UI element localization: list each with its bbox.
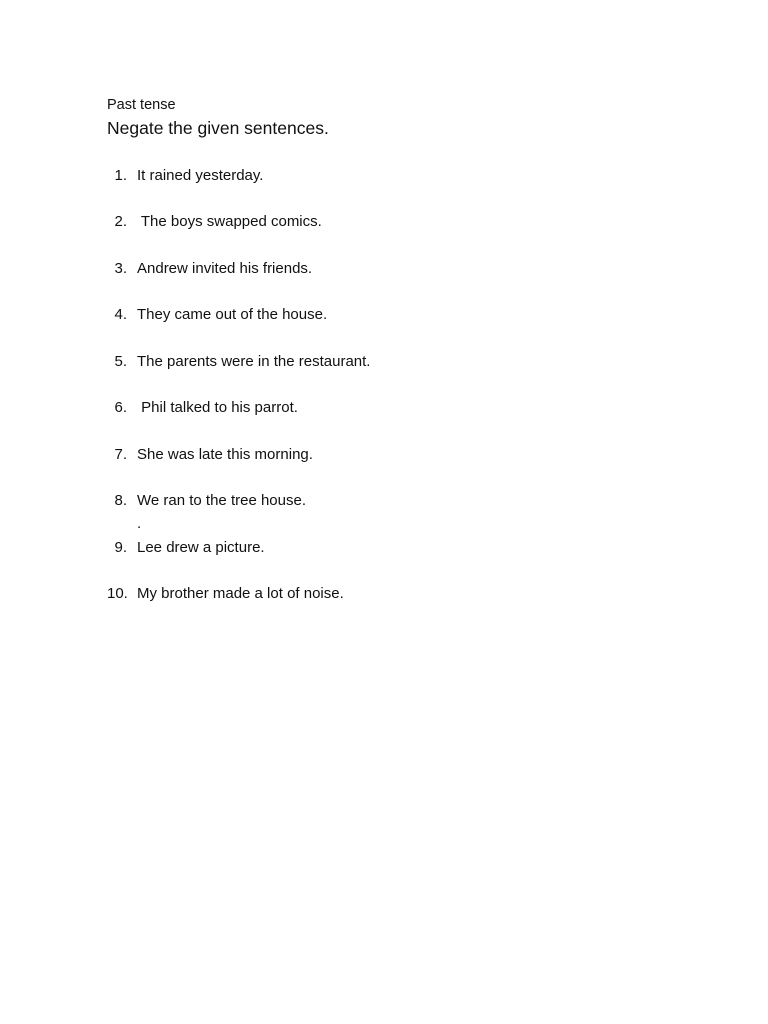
list-item-sentence: Andrew invited his friends. <box>137 260 313 277</box>
list-item-6 <box>0 398 768 418</box>
list-item-number: 4. <box>114 306 127 323</box>
list-item-4 <box>0 305 768 325</box>
list-item-sentence: The boys swapped comics. <box>137 213 322 230</box>
list-item-2 <box>0 212 768 232</box>
list-item-sentence: Phil talked to his parrot. <box>137 399 298 416</box>
list-item-1 <box>0 166 768 186</box>
list-item-number: 7. <box>114 446 127 463</box>
list-item-number: 3. <box>114 260 127 277</box>
worksheet-subtitle: Past tense <box>107 97 176 113</box>
list-item-sentence: The parents were in the restaurant. <box>137 353 371 370</box>
list-item-number: 6. <box>114 399 127 416</box>
list-item-3 <box>0 259 768 279</box>
list-item-number: 1. <box>114 167 127 184</box>
list-item-number: 5. <box>114 353 127 370</box>
list-item-number: 9. <box>114 539 127 556</box>
list-item-sentence: It rained yesterday. <box>137 167 264 184</box>
list-item-7 <box>0 445 768 465</box>
list-item-5 <box>0 352 768 372</box>
list-item-sentence: They came out of the house. <box>137 306 328 323</box>
list-item-sentence: My brother made a lot of noise. <box>137 585 344 602</box>
list-item-number: 8. <box>114 492 127 509</box>
list-item-sentence: She was late this morning. <box>137 446 313 463</box>
list-item-8 <box>0 491 768 511</box>
list-item-number: 10. <box>107 585 128 602</box>
stray-period-mark: . <box>137 515 142 532</box>
list-item-sentence: We ran to the tree house. <box>137 492 306 509</box>
list-item-9 <box>0 538 768 558</box>
worksheet-title: Negate the given sentences. <box>107 118 329 138</box>
list-item-sentence: Lee drew a picture. <box>137 539 265 556</box>
list-item-10 <box>0 584 768 604</box>
list-item-number: 2. <box>114 213 127 230</box>
